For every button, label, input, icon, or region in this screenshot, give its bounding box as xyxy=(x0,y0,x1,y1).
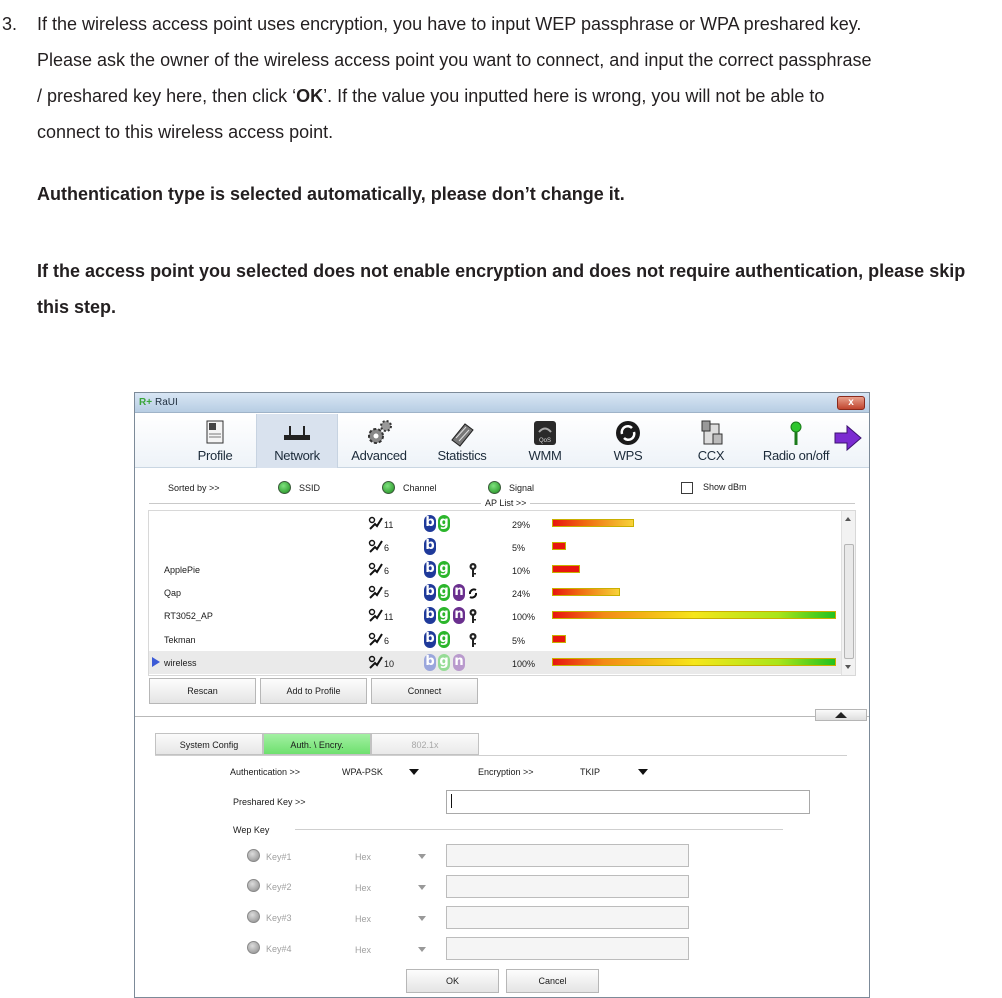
tab-divider xyxy=(155,755,847,756)
toolbar-wps[interactable] xyxy=(587,414,669,468)
chevron-down-icon[interactable] xyxy=(418,916,426,921)
toolbar-label: Advanced xyxy=(351,448,407,463)
ap-list-scrollbar[interactable] xyxy=(841,511,855,675)
selected-row-icon xyxy=(152,657,160,667)
toolbar-wmm[interactable] xyxy=(504,414,586,468)
close-icon: x xyxy=(848,397,854,408)
ap-signal-text: 24% xyxy=(512,589,531,600)
ccx-icon xyxy=(696,418,726,448)
step-number: 3. xyxy=(2,14,18,34)
toolbar-label: Radio on/off xyxy=(762,448,830,463)
signal-track xyxy=(552,565,836,573)
ap-row[interactable] xyxy=(149,535,842,558)
show-dbm-checkbox[interactable] xyxy=(681,482,693,494)
app-logo: R+ xyxy=(139,397,153,408)
ap-ssid: Tekman xyxy=(164,634,196,645)
ap-signal-text: 29% xyxy=(512,520,531,530)
wmm-icon xyxy=(530,418,560,448)
ap-ssid: ApplePie xyxy=(164,565,201,576)
paragraph-line: connect to this wireless access point. xyxy=(37,122,334,142)
auth-note: Authentication type is selected automatically, please don’t change it. xyxy=(37,184,625,204)
toolbar-statistics[interactable] xyxy=(421,414,503,468)
sort-channel-radio[interactable] xyxy=(382,481,395,494)
signal-track xyxy=(552,519,836,527)
key3-format-select[interactable]: Hex xyxy=(355,914,372,924)
signal-bar xyxy=(552,635,566,643)
collapse-arrow-icon xyxy=(835,712,847,718)
text-fragment: ’. If the value you inputted here is wrong, you will not be able to xyxy=(323,86,825,106)
ap-signal-text: 100% xyxy=(512,612,536,623)
ap-signal-text: 10% xyxy=(512,566,531,577)
raui-window xyxy=(134,392,870,998)
skip-note: If the access point you selected does not enable encryption and does not require authentication, please skip this step. xyxy=(37,261,966,317)
ap-signal-text: 5% xyxy=(512,543,526,554)
mode-g-badge: g xyxy=(439,630,449,646)
cancel-button[interactable]: Cancel xyxy=(506,969,599,993)
encryption-label: Encryption >> xyxy=(478,767,534,777)
signal-track xyxy=(552,611,836,619)
toolbar-network[interactable] xyxy=(256,414,338,468)
add-to-profile-button[interactable]: Add to Profile xyxy=(260,678,367,704)
ap-channel: 5 xyxy=(384,589,390,600)
key4-input[interactable] xyxy=(446,937,689,960)
ok-button[interactable]: OK xyxy=(406,969,499,993)
wep-key-divider xyxy=(295,829,783,830)
wps-icon xyxy=(613,418,643,448)
toolbar-label: WPS xyxy=(613,448,643,463)
channel-hand-icon xyxy=(368,584,384,600)
key2-label: Key#2 xyxy=(266,882,292,892)
ok-emphasis: OK xyxy=(296,86,324,106)
ap-signal-text: 100% xyxy=(512,658,536,669)
chevron-down-icon[interactable] xyxy=(418,854,426,859)
mode-b-badge: b xyxy=(425,607,435,623)
mode-g-badge: g xyxy=(439,561,449,577)
signal-track xyxy=(552,588,836,596)
ap-row[interactable] xyxy=(149,581,842,604)
ap-ssid: Qap xyxy=(164,588,182,599)
ap-channel: 11 xyxy=(384,612,394,623)
title-bar xyxy=(135,393,869,413)
sort-ssid-label: SSID xyxy=(299,483,321,493)
paragraph-line xyxy=(37,86,824,106)
toolbar-label: Network xyxy=(274,448,320,463)
tab-system-config[interactable]: System Config xyxy=(155,733,263,755)
ap-row[interactable] xyxy=(149,558,842,581)
chevron-down-icon[interactable] xyxy=(418,885,426,890)
preshared-key-label: Preshared Key >> xyxy=(233,797,306,807)
toolbar-label: CCX xyxy=(697,448,725,463)
chevron-down-icon[interactable] xyxy=(638,769,648,775)
toolbar-radio-onoff[interactable] xyxy=(752,414,840,468)
channel-hand-icon xyxy=(368,515,384,531)
tab-auth-encry[interactable]: Auth. \ Encry. xyxy=(263,733,371,755)
authentication-select[interactable]: WPA-PSK xyxy=(342,767,383,777)
paragraph-line: Please ask the owner of the wireless access point you want to connect, and input the correct passphrase xyxy=(37,50,872,70)
channel-hand-icon xyxy=(368,654,384,670)
wep-key-label: Wep Key xyxy=(233,825,270,835)
key3-input[interactable] xyxy=(446,906,689,929)
show-dbm-label: Show dBm xyxy=(703,482,747,492)
mode-g-badge: g xyxy=(439,607,449,623)
toolbar-advanced[interactable] xyxy=(338,414,420,468)
encryption-select[interactable]: TKIP xyxy=(580,767,601,777)
channel-hand-icon xyxy=(368,631,384,647)
mode-n-badge: n xyxy=(454,607,464,623)
sort-ssid-radio[interactable] xyxy=(278,481,291,494)
key1-format-select[interactable]: Hex xyxy=(355,852,372,862)
scroll-thumb[interactable] xyxy=(844,544,854,659)
toolbar-ccx[interactable] xyxy=(670,414,752,468)
collapse-button[interactable] xyxy=(815,709,867,721)
key2-format-select[interactable]: Hex xyxy=(355,883,372,893)
connect-button[interactable]: Connect xyxy=(371,678,478,704)
toolbar-label: Profile xyxy=(197,448,233,463)
mode-g-badge: g xyxy=(439,515,449,530)
key4-label: Key#4 xyxy=(266,944,292,954)
statistics-icon xyxy=(447,418,477,448)
mode-b-badge: b xyxy=(425,653,435,669)
section-divider xyxy=(135,716,869,717)
signal-track xyxy=(552,635,836,643)
authentication-label: Authentication >> xyxy=(230,767,301,777)
signal-bar xyxy=(552,542,566,550)
key4-format-select[interactable]: Hex xyxy=(355,945,372,955)
ap-list-title: AP List >> xyxy=(481,498,530,508)
signal-track xyxy=(552,658,836,666)
ap-channel: 6 xyxy=(384,635,390,646)
chevron-down-icon[interactable] xyxy=(409,769,419,775)
ap-row[interactable] xyxy=(149,628,842,651)
key1-label: Key#1 xyxy=(266,852,292,862)
mode-b-badge: b xyxy=(425,630,435,646)
mode-b-badge: b xyxy=(425,584,435,600)
next-arrow-icon[interactable] xyxy=(833,424,863,452)
window-title: RaUI xyxy=(155,397,178,408)
signal-bar xyxy=(552,519,634,527)
preshared-key-input[interactable] xyxy=(446,790,810,814)
scroll-up-icon[interactable] xyxy=(845,517,851,521)
mode-b-badge: b xyxy=(425,515,435,530)
close-button[interactable] xyxy=(837,396,865,410)
main-toolbar xyxy=(135,414,869,468)
key2-input[interactable] xyxy=(446,875,689,898)
tab-802-1x[interactable]: 802.1x xyxy=(371,733,479,755)
signal-bar xyxy=(552,588,620,596)
radio-icon xyxy=(781,418,811,448)
toolbar-label: WMM xyxy=(528,448,562,463)
channel-hand-icon xyxy=(368,607,384,623)
signal-track xyxy=(552,542,836,550)
key3-radio[interactable] xyxy=(247,910,260,923)
toolbar-profile[interactable] xyxy=(174,414,256,468)
ap-ssid: wireless xyxy=(164,657,197,668)
text-fragment: / preshared key here, then click ‘ xyxy=(37,86,297,106)
ap-row[interactable] xyxy=(149,651,842,674)
ap-channel: 10 xyxy=(384,658,395,669)
channel-hand-icon xyxy=(368,538,384,554)
rescan-button[interactable]: Rescan xyxy=(149,678,256,704)
ap-ssid: RT3052_AP xyxy=(164,611,213,622)
mode-n-badge: n xyxy=(454,584,464,600)
advanced-icon xyxy=(364,418,394,448)
mode-b-badge: b xyxy=(425,561,435,577)
scroll-down-icon[interactable] xyxy=(845,665,851,669)
key1-input[interactable] xyxy=(446,844,689,867)
ap-channel: 6 xyxy=(384,543,390,554)
lock-key-icon xyxy=(467,608,479,624)
mode-b-badge: b xyxy=(425,538,435,554)
lock-key-icon xyxy=(467,632,479,648)
ap-list xyxy=(148,510,856,676)
sorted-by-label: Sorted by >> xyxy=(168,483,220,493)
sort-signal-radio[interactable] xyxy=(488,481,501,494)
signal-bar xyxy=(552,611,836,619)
mode-n-badge: n xyxy=(454,653,464,669)
ap-signal-text: 5% xyxy=(512,635,526,646)
key1-radio[interactable] xyxy=(247,849,260,862)
network-icon xyxy=(282,418,312,448)
wps-icon xyxy=(467,585,479,601)
ap-row[interactable] xyxy=(149,604,842,627)
lock-key-icon xyxy=(467,562,479,578)
chevron-down-icon[interactable] xyxy=(418,947,426,952)
key3-label: Key#3 xyxy=(266,913,292,923)
signal-bar xyxy=(552,565,580,573)
key2-radio[interactable] xyxy=(247,879,260,892)
sort-signal-label: Signal xyxy=(509,483,535,493)
mode-g-badge: g xyxy=(439,653,449,669)
ap-channel: 11 xyxy=(384,520,394,530)
qos-badge-text: QoS xyxy=(538,438,552,444)
instruction-paragraph xyxy=(37,6,1002,150)
sort-channel-label: Channel xyxy=(403,483,437,493)
key4-radio[interactable] xyxy=(247,941,260,954)
paragraph-line: If the wireless access point uses encryption, you have to input WEP passphrase or WPA preshared key. xyxy=(37,14,862,34)
toolbar-label: Statistics xyxy=(437,448,487,463)
signal-bar xyxy=(552,658,836,666)
ap-row[interactable] xyxy=(149,512,842,535)
channel-hand-icon xyxy=(368,561,384,577)
mode-g-badge: g xyxy=(439,584,449,600)
text-caret xyxy=(451,794,452,808)
profile-icon xyxy=(200,418,230,448)
ap-channel: 6 xyxy=(384,566,390,577)
